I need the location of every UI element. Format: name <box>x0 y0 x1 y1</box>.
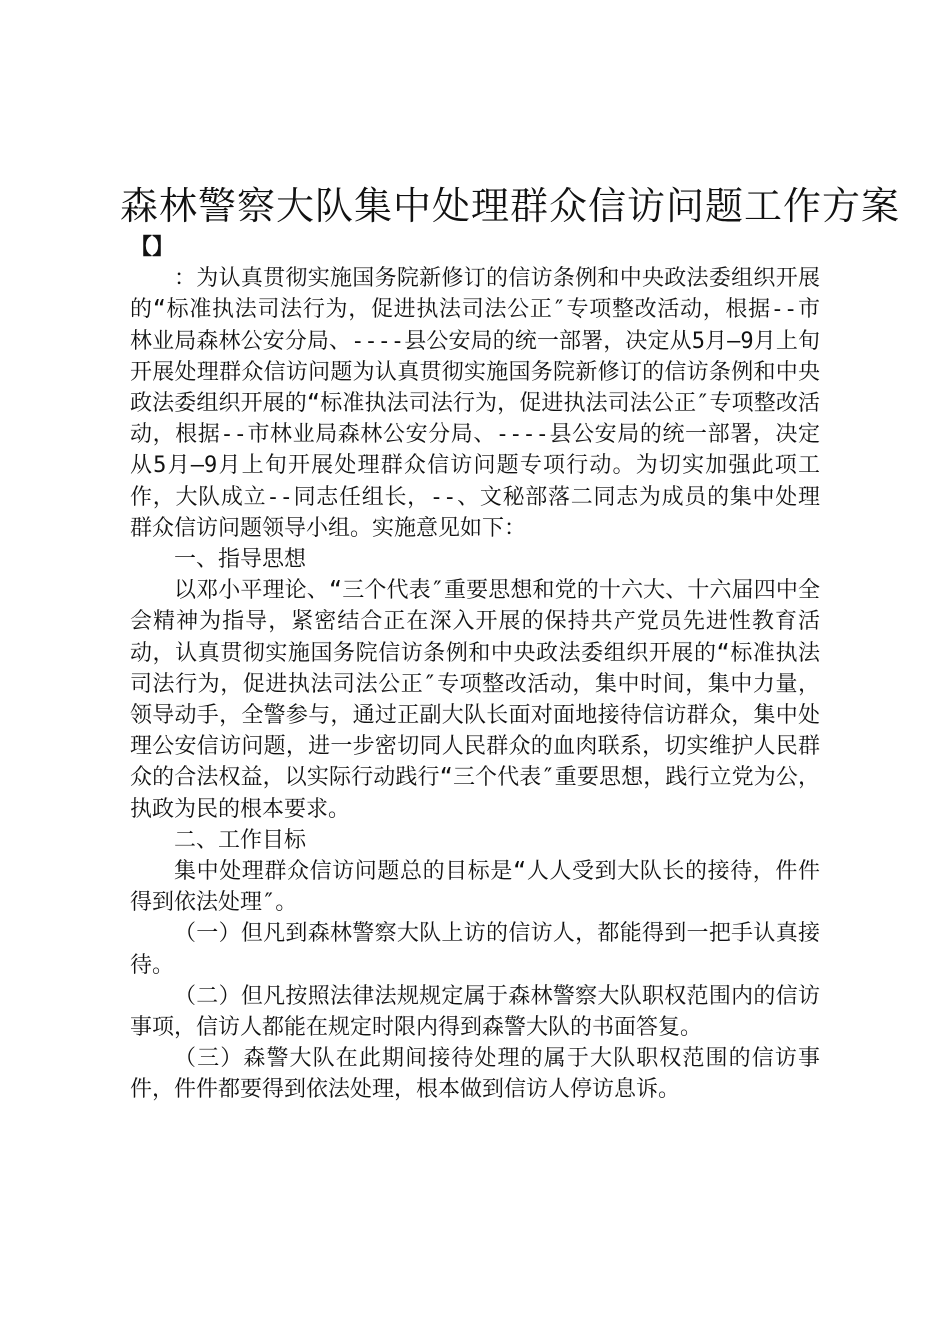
work-goals-paragraph: 集中处理群众信访问题总的目标是“人人受到大队长的接待，件件得到依法处理″。 <box>130 859 820 916</box>
document-title: 森林警察大队集中处理群众信访问题工作方案 <box>120 184 901 228</box>
goal-item-3: （三）森警大队在此期间接待处理的属于大队职权范围的信访事件，件件都要得到依法处理，根本做到信访人停访息诉。 <box>130 1046 820 1103</box>
document-body <box>130 232 820 1106</box>
goal-item-1: （一）但凡到森林警察大队上访的信访人，都能得到一把手认真接待。 <box>130 921 820 978</box>
section-heading-guiding-thought: 一、指导思想 <box>174 547 307 573</box>
goal-item-2: （二）但凡按照法律法规规定属于森林警察大队职权范围内的信访事项，信访人都能在规定时限内得到森警大队的书面答复。 <box>130 983 820 1041</box>
guiding-thought-paragraph: 以邓小平理论、“三个代表″重要思想和党的十六大、十六届四中全会精神为指导，紧密结合正在深入开展的保持共产党员先进性教育活动，认真贯彻实施国务院信访条例和中央政法委组织开展的“标准执法司法行为，促进执法司法公正″专项整改活动，集中时间，集中力量，领导动手，全警参与，通过正副大队长面对面地接待信访群众，集中处理公安信访问题，进一步密切同人民群众的血肉联系，切实维护人民群众的合法权益，以实际行动践行“三个代表″重要思想，践行立党为公，执政为民的根本要求。 <box>130 578 820 822</box>
empty-bracket: 【】 <box>130 235 175 260</box>
section-heading-work-goals: 二、工作目标 <box>174 827 307 853</box>
intro-paragraph: ：为认真贯彻实施国务院新修订的信访条例和中央政法委组织开展的“标准执法司法行为，促进执法司法公正″专项整改活动，根据--市林业局森林公安分局、----县公安局的统一部署，决定从5月—9月上旬开展处理群众信访问题为认真贯彻实施国务院新修订的信访条例和中央政法委组织开展的“标准执法司法行为，促进执法司法公正″专项整改活动，根据--市林业局森林公安分局、----县公安局的统一部署，决定从5月—9月上旬开展处理群众信访问题专项行动。为切实加强此项工作，大队成立--同志任组长，--、文秘部落二同志为成员的集中处理群众信访问题领导小组。实施意见如下： <box>130 266 820 541</box>
